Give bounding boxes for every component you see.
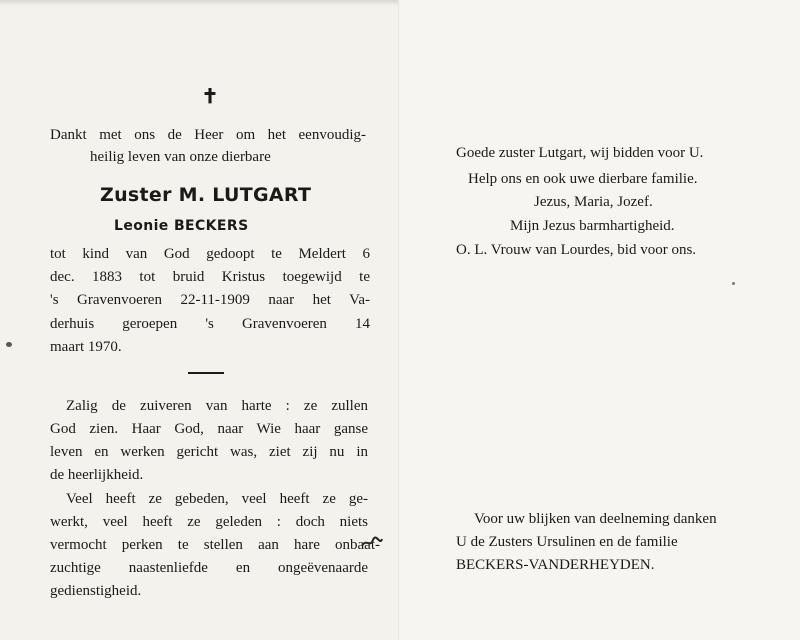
thanks-line-1: Voor uw blijken van deelneming danken bbox=[474, 511, 717, 527]
para2-line-4: zuchtige naastenliefde en ongeëvenaarde bbox=[50, 560, 368, 576]
thanks-line-3: BECKERS-VANDERHEYDEN. bbox=[456, 557, 655, 573]
prayer-line-2: Help ons en ook uwe dierbare familie. bbox=[468, 171, 698, 187]
intro-line-2: heilig leven van onze dierbare bbox=[90, 149, 271, 165]
cross-icon: ✝ bbox=[201, 86, 219, 108]
right-page bbox=[400, 0, 800, 640]
bio-line-3: 's Gravenvoeren 22-11-1909 naar het Va- bbox=[50, 292, 370, 308]
para2-line-2: werkt, veel heeft ze geleden : doch niets bbox=[50, 514, 368, 530]
bio-line-2: dec. 1883 tot bruid Kristus toegewijd te bbox=[50, 269, 370, 285]
para2-line-3: vermocht perken te stellen aan hare onbaat- bbox=[50, 537, 380, 553]
prayer-line-3: Jezus, Maria, Jozef. bbox=[534, 194, 653, 210]
bio-line-5: maart 1970. bbox=[50, 339, 122, 355]
handwritten-correction-icon bbox=[360, 536, 384, 550]
para1-line-4: de heerlijkheid. bbox=[50, 467, 144, 483]
divider bbox=[188, 372, 224, 374]
paper-speck-right bbox=[732, 282, 735, 285]
prayer-line-1: Goede zuster Lutgart, wij bidden voor U. bbox=[456, 145, 704, 161]
para2-line-1: Veel heeft ze gebeden, veel heeft ze ge- bbox=[66, 491, 368, 507]
birth-name: Leonie BECKERS bbox=[114, 218, 249, 234]
thanks-line-2: U de Zusters Ursulinen en de familie bbox=[456, 534, 678, 550]
bio-line-4: derhuis geroepen 's Gravenvoeren 14 bbox=[50, 316, 370, 332]
deceased-name: Zuster M. LUTGART bbox=[100, 184, 312, 206]
paper-speck bbox=[6, 342, 12, 347]
para1-line-3: leven en werken gericht was, ziet zij nu in bbox=[50, 444, 368, 460]
bio-line-1: tot kind van God gedoopt te Meldert 6 bbox=[50, 246, 370, 262]
prayer-line-5: O. L. Vrouw van Lourdes, bid voor ons. bbox=[456, 242, 697, 258]
para1-line-2: God zien. Haar God, naar Wie haar ganse bbox=[50, 421, 368, 437]
intro-line-1: Dankt met ons de Heer om het eenvoudig- bbox=[50, 127, 366, 143]
prayer-line-4: Mijn Jezus barmhartigheid. bbox=[510, 218, 675, 234]
para2-line-5: gedienstigheid. bbox=[50, 583, 142, 599]
para1-line-1: Zalig de zuiveren van harte : ze zullen bbox=[66, 398, 368, 414]
